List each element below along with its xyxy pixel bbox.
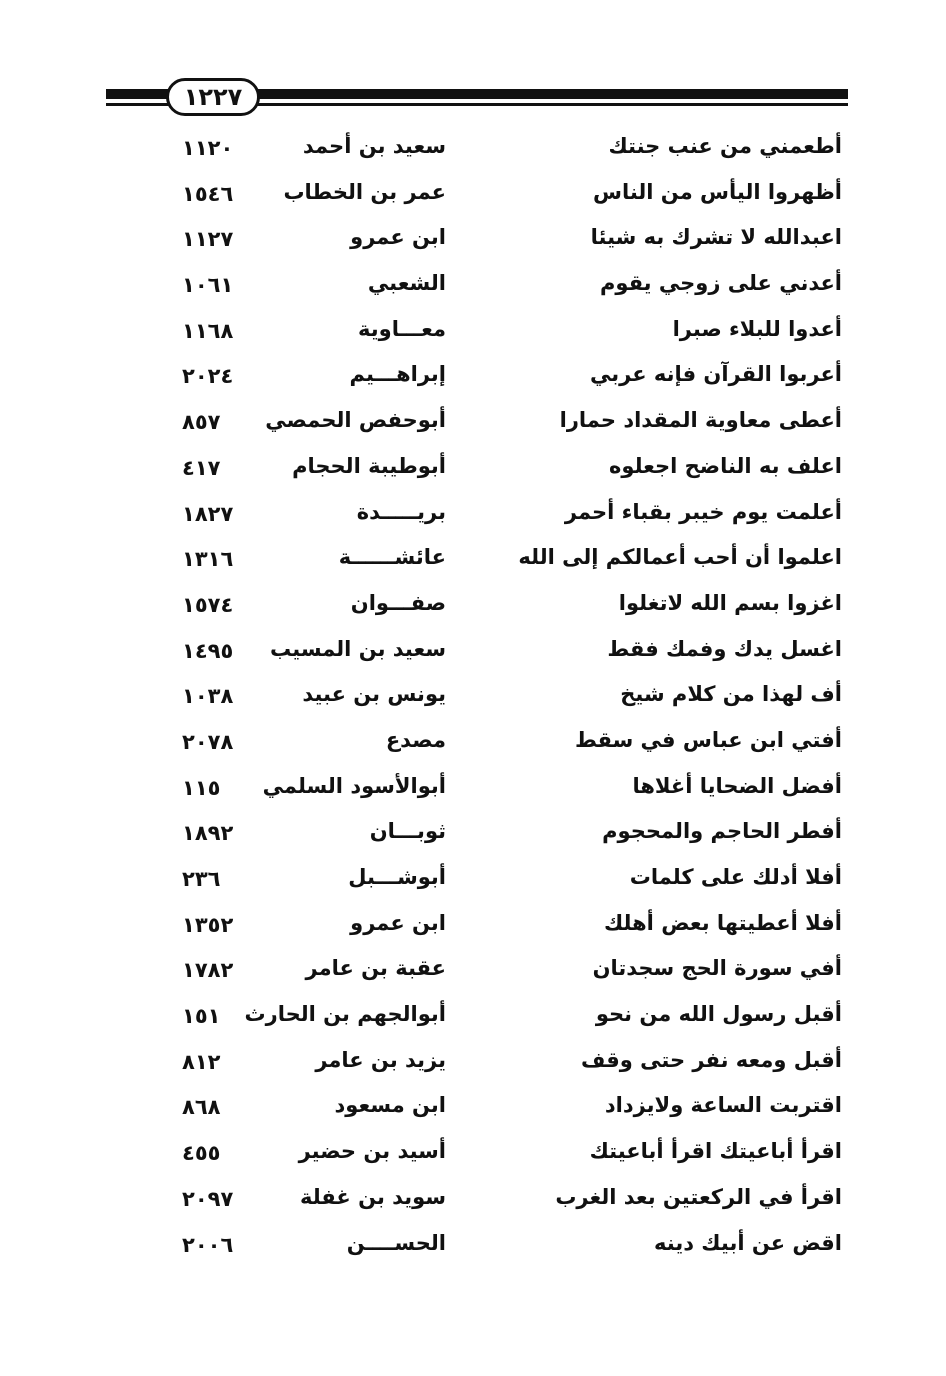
hadith-text: أعطى معاوية المقداد حمارا xyxy=(559,408,842,433)
hadith-text: أفي سورة الحج سجدتان xyxy=(592,956,842,981)
narrator-name: ابن عمرو xyxy=(350,225,446,250)
index-row xyxy=(0,724,946,770)
page-reference: ١٣٥٢ xyxy=(182,912,234,937)
hadith-text: اعلموا أن أحب أعمالكم إلى الله xyxy=(518,545,842,570)
index-row xyxy=(0,1227,946,1273)
hadith-text: اقرأ في الركعتين بعد الغرب xyxy=(555,1184,842,1209)
page-reference: ١٥٧٤ xyxy=(182,592,234,617)
narrator-name: الحســــن xyxy=(346,1230,446,1255)
narrator-name: مصدع xyxy=(385,727,446,752)
narrator-name: ثوبـــان xyxy=(369,819,446,844)
page-reference: ٢٠٩٧ xyxy=(182,1186,234,1211)
index-row xyxy=(0,770,946,816)
index-row xyxy=(0,815,946,861)
page-reference: ١١٥ xyxy=(182,775,221,800)
page-number: ١٢٢٧ xyxy=(183,83,243,111)
hadith-text: أقبل ومعه نفر حتى وقف xyxy=(581,1047,842,1072)
index-row xyxy=(0,541,946,587)
narrator-name: يزيد بن عامر xyxy=(315,1047,446,1072)
narrator-name: يونس بن عبيد xyxy=(302,682,446,707)
page-reference: ١٠٣٨ xyxy=(182,684,234,709)
narrator-name: ابن عمرو xyxy=(350,910,446,935)
narrator-name: معـــاوية xyxy=(358,316,446,341)
index-row xyxy=(0,1089,946,1135)
hadith-text: اغسل يدك وفمك فقط xyxy=(607,636,842,661)
hadith-text: أفضل الضحايا أغلاها xyxy=(632,773,842,798)
page-reference: ١٣١٦ xyxy=(182,547,234,572)
narrator-name: عائشــــــة xyxy=(338,545,446,570)
hadith-text: أطعمني من عنب جنتك xyxy=(608,134,842,158)
narrator-name: الشعبي xyxy=(367,271,446,296)
page-reference: ٢٠٠٦ xyxy=(182,1232,234,1257)
narrator-name: عمر بن الخطاب xyxy=(283,179,446,204)
narrator-name: أسيد بن حضير xyxy=(298,1139,446,1164)
hadith-text: أفلا أدلك على كلمات xyxy=(629,865,842,889)
index-row xyxy=(0,861,946,907)
page-reference: ٨٥٧ xyxy=(182,410,221,435)
hadith-text: اقض عن أبيك دينه xyxy=(654,1230,842,1255)
hadith-text: اقتربت الساعة ولايزداد xyxy=(604,1093,842,1118)
index-row xyxy=(0,1135,946,1181)
page-reference: ٤١٧ xyxy=(182,455,221,480)
page-reference: ١٧٨٢ xyxy=(182,958,234,983)
narrator-name: إبراهـــيم xyxy=(349,362,446,387)
narrator-name: بريـــــدة xyxy=(356,499,446,524)
page-reference: ٨١٢ xyxy=(182,1049,221,1074)
narrator-name: أبوحفص الحمصي xyxy=(265,408,446,433)
index-row xyxy=(0,450,946,496)
index-list xyxy=(0,130,946,1272)
page-reference: ٢٠٢٤ xyxy=(182,364,234,389)
narrator-name: أبوشـــبل xyxy=(348,865,446,889)
hadith-text: أعدوا للبلاء صبرا xyxy=(672,316,842,341)
index-row xyxy=(0,176,946,222)
index-row xyxy=(0,496,946,542)
narrator-name: سويد بن غفلة xyxy=(299,1184,446,1209)
narrator-name: سعيد بن أحمد xyxy=(302,134,446,158)
page-reference: ١١٢٧ xyxy=(182,227,234,252)
page-reference: ٤٥٥ xyxy=(182,1141,221,1166)
index-row xyxy=(0,907,946,953)
page-reference: ١٨٢٧ xyxy=(182,501,234,526)
index-row xyxy=(0,404,946,450)
hadith-text: اقرأ أباعيتك اقرأ أباعيتك xyxy=(589,1139,842,1164)
page-reference: ١٨٩٢ xyxy=(182,821,234,846)
hadith-text: أعدني على زوجي يقوم xyxy=(600,271,842,296)
hadith-text: أقبل رسول الله من نحو xyxy=(595,1002,842,1027)
index-row xyxy=(0,313,946,359)
narrator-name: سعيد بن المسيب xyxy=(270,636,446,661)
hadith-text: أفتي ابن عباس في سقط xyxy=(574,727,842,752)
index-row xyxy=(0,221,946,267)
index-row xyxy=(0,1181,946,1227)
page-reference: ١٥١ xyxy=(182,1004,221,1029)
index-row xyxy=(0,1044,946,1090)
index-row xyxy=(0,358,946,404)
narrator-name: صفـــوان xyxy=(350,590,446,615)
hadith-text: اعبدالله لا تشرك به شيئا xyxy=(590,225,842,250)
page-reference: ١١٦٨ xyxy=(182,318,234,343)
index-row xyxy=(0,267,946,313)
page-reference: ١٠٦١ xyxy=(182,273,234,298)
index-row xyxy=(0,633,946,679)
hadith-text: أفطر الحاجم والمحجوم xyxy=(602,819,842,844)
page-reference: ٢٠٧٨ xyxy=(182,729,234,754)
page-reference: ٢٣٦ xyxy=(182,867,221,891)
page-reference: ١١٢٠ xyxy=(182,136,234,160)
index-row xyxy=(0,130,946,176)
page-reference: ١٤٩٥ xyxy=(182,638,234,663)
page-number-badge xyxy=(166,78,260,116)
page-reference: ٨٦٨ xyxy=(182,1095,221,1120)
narrator-name: أبوالأسود السلمي xyxy=(262,773,446,798)
hadith-text: اعلف به الناضح اجعلوه xyxy=(609,453,842,478)
hadith-text: أظهروا اليأس من الناس xyxy=(592,179,842,204)
narrator-name: أبوطيبة الحجام xyxy=(292,453,446,478)
hadith-text: أعربوا القرآن فإنه عربي xyxy=(590,362,842,387)
hadith-text: أعلمت يوم خيبر بقباء أحمر xyxy=(564,499,842,524)
index-row xyxy=(0,952,946,998)
narrator-name: عقبة بن عامر xyxy=(305,956,446,981)
index-row xyxy=(0,998,946,1044)
hadith-text: أفلا أعطيتها بعض أهلك xyxy=(604,910,842,935)
index-row xyxy=(0,587,946,633)
hadith-text: اغزوا بسم الله لاتغلوا xyxy=(618,590,842,615)
page-reference: ١٥٤٦ xyxy=(182,181,234,206)
narrator-name: أبوالجهم بن الحارث xyxy=(244,1002,446,1027)
index-row xyxy=(0,678,946,724)
page-header xyxy=(106,78,848,118)
hadith-text: أف لهذا من كلام شيخ xyxy=(620,682,842,707)
narrator-name: ابن مسعود xyxy=(334,1093,446,1118)
